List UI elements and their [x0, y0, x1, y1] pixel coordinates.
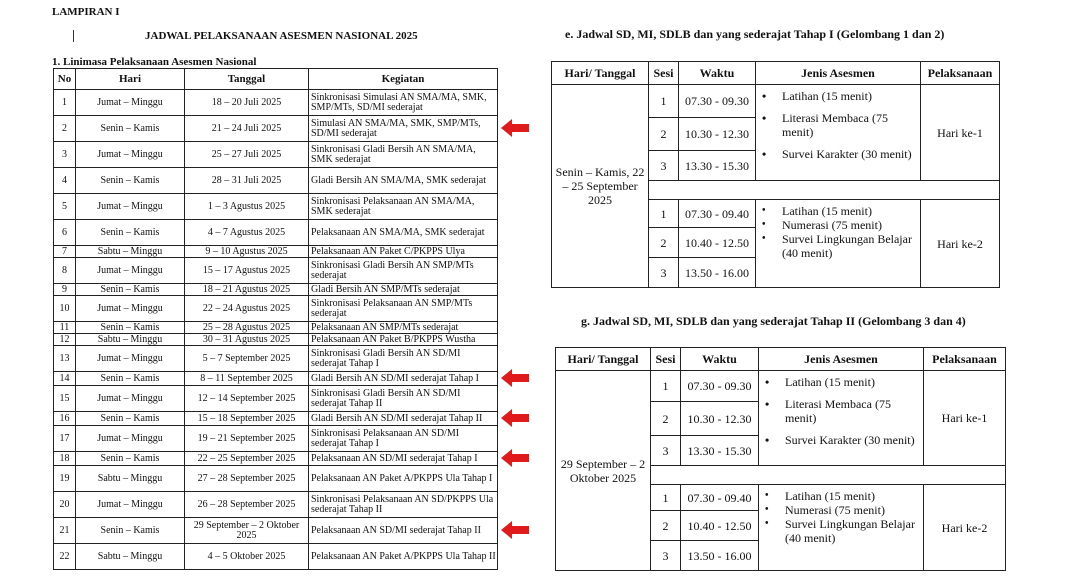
row-hari-cell: Senin – Kamis: [76, 116, 185, 142]
schedule-header-row: [556, 348, 1006, 371]
row-kegiatan-cell: Pelaksanaan AN Paket C/PKPPS Ulya: [309, 246, 498, 258]
row-no-cell: 14: [54, 372, 76, 386]
row-tanggal-cell: 27 – 28 September 2025: [185, 466, 309, 492]
row-hari-cell: Jumat – Minggu: [76, 346, 185, 372]
timeline-row: [54, 246, 498, 258]
col-header-hari-tanggal: Hari/ Tanggal: [552, 62, 649, 85]
timeline-row: [54, 90, 498, 116]
row-no-cell: 5: [54, 194, 76, 220]
timeline-row: [54, 334, 498, 346]
row-kegiatan-cell: Sinkronisasi Simulasi AN SMA/MA, SMK, SMP/MTs, SD/MI sederajat: [309, 90, 498, 116]
row-kegiatan-cell: Pelaksanaan AN SD/MI sederajat Tahap II: [309, 518, 498, 544]
row-hari-cell: Senin – Kamis: [76, 412, 185, 426]
row-hari-cell: Jumat – Minggu: [76, 386, 185, 412]
row-kegiatan-cell: Sinkronisasi Pelaksanaan AN SMP/MTs sederajat: [309, 296, 498, 322]
row-no-cell: 15: [54, 386, 76, 412]
row-no-cell: 13: [54, 346, 76, 372]
timeline-row: [54, 194, 498, 220]
row-tanggal-cell: 18 – 21 Agustus 2025: [185, 284, 309, 296]
sesi-cell: 3: [651, 541, 681, 571]
row-tanggal-cell: 9 – 10 Agustus 2025: [185, 246, 309, 258]
row-tanggal-cell: 25 – 27 Juli 2025: [185, 142, 309, 168]
timeline-header-row: [54, 69, 498, 90]
row-no-cell: 22: [54, 544, 76, 570]
col-header-sesi: Sesi: [649, 62, 679, 85]
row-tanggal-cell: 30 – 31 Agustus 2025: [185, 334, 309, 346]
col-header-pelaksanaan: Pelaksanaan: [924, 348, 1006, 371]
row-no-cell: 20: [54, 492, 76, 518]
col-header-sesi: Sesi: [651, 348, 681, 371]
row-hari-cell: Senin – Kamis: [76, 518, 185, 544]
waktu-cell: 10.30 - 12.30: [681, 402, 759, 436]
row-kegiatan-cell: Pelaksanaan AN SMP/MTs sederajat: [309, 322, 498, 334]
asesmen-item: • Numerasi (75 menit): [765, 503, 923, 517]
row-tanggal-cell: 25 – 28 Agustus 2025: [185, 322, 309, 334]
timeline-row: [54, 518, 498, 544]
sesi-cell: 3: [651, 436, 681, 466]
timeline-row: [54, 296, 498, 322]
row-tanggal-cell: 22 – 25 September 2025: [185, 452, 309, 466]
row-tanggal-cell: 8 – 11 September 2025: [185, 372, 309, 386]
row-hari-cell: Sabtu – Minggu: [76, 334, 185, 346]
schedule-header-row: [552, 62, 1000, 85]
row-hari-cell: Sabtu – Minggu: [76, 246, 185, 258]
jenis-asesmen-cell: [759, 371, 924, 466]
row-hari-cell: Senin – Kamis: [76, 168, 185, 194]
col-header-jenis: Jenis Asesmen: [759, 348, 924, 371]
row-kegiatan-cell: Gladi Bersih AN SMP/MTs sederajat: [309, 284, 498, 296]
row-kegiatan-cell: Sinkronisasi Gladi Bersih AN SD/MI sederajat Tahap II: [309, 386, 498, 412]
timeline-row: [54, 426, 498, 452]
timeline-row: [54, 168, 498, 194]
sesi-cell: 3: [649, 151, 679, 181]
main-title: JADWAL PELAKSANAAN ASESMEN NASIONAL 2025: [145, 30, 418, 42]
pelaksanaan-cell: Hari ke-1: [924, 371, 1006, 466]
col-header-kegiatan: Kegiatan: [309, 69, 498, 90]
row-no-cell: 3: [54, 142, 76, 168]
schedule-table-tahap-2: [555, 347, 1006, 571]
sesi-cell: 2: [651, 511, 681, 541]
asesmen-item: • Survei Lingkungan Belajar (40 menit): [765, 517, 923, 545]
row-no-cell: 16: [54, 412, 76, 426]
row-hari-cell: Jumat – Minggu: [76, 142, 185, 168]
row-no-cell: 6: [54, 220, 76, 246]
timeline-row: [54, 322, 498, 334]
waktu-cell: 10.30 - 12.30: [679, 118, 756, 151]
pelaksanaan-cell: Hari ke-1: [921, 85, 1000, 181]
row-kegiatan-cell: Gladi Bersih AN SD/MI sederajat Tahap I: [309, 372, 498, 386]
waktu-cell: 13.30 - 15.30: [681, 436, 759, 466]
col-header-hari: Hari: [76, 69, 185, 90]
row-kegiatan-cell: Pelaksanaan AN Paket B/PKPPS Wustha: [309, 334, 498, 346]
jenis-asesmen-cell: [759, 485, 924, 571]
row-tanggal-cell: 15 – 17 Agustus 2025: [185, 258, 309, 284]
row-hari-cell: Sabtu – Minggu: [76, 544, 185, 570]
asesmen-item: • Numerasi (75 menit): [762, 218, 920, 232]
row-no-cell: 12: [54, 334, 76, 346]
sesi-cell: 3: [649, 258, 679, 288]
row-no-cell: 10: [54, 296, 76, 322]
row-no-cell: 1: [54, 90, 76, 116]
spacer-row: [651, 466, 1006, 485]
row-kegiatan-cell: Pelaksanaan AN Paket A/PKPPS Ula Tahap I: [309, 466, 498, 492]
text-cursor: [73, 30, 74, 42]
asesmen-item: • Literasi Membaca (75 menit): [765, 397, 923, 425]
timeline-row: [54, 386, 498, 412]
row-tanggal-cell: 18 – 20 Juli 2025: [185, 90, 309, 116]
row-kegiatan-cell: Pelaksanaan AN SMA/MA, SMK sederajat: [309, 220, 498, 246]
row-hari-cell: Jumat – Minggu: [76, 426, 185, 452]
waktu-cell: 13.50 - 16.00: [681, 541, 759, 571]
row-no-cell: 9: [54, 284, 76, 296]
red-arrow-icon: [500, 368, 530, 388]
row-hari-cell: Jumat – Minggu: [76, 296, 185, 322]
section-e-title: e. Jadwal SD, MI, SDLB dan yang sederajat Tahap I (Gelombang 1 dan 2): [565, 27, 945, 41]
asesmen-item: • Latihan (15 menit): [765, 489, 923, 503]
date-cell: Senin – Kamis, 22 – 25 September 2025: [552, 85, 649, 288]
col-header-jenis: Jenis Asesmen: [756, 62, 921, 85]
sesi-cell: 1: [651, 485, 681, 511]
row-no-cell: 11: [54, 322, 76, 334]
row-tanggal-cell: 21 – 24 Juli 2025: [185, 116, 309, 142]
row-kegiatan-cell: Gladi Bersih AN SD/MI sederajat Tahap II: [309, 412, 498, 426]
row-no-cell: 8: [54, 258, 76, 284]
row-tanggal-cell: 22 – 24 Agustus 2025: [185, 296, 309, 322]
row-hari-cell: Jumat – Minggu: [76, 90, 185, 116]
row-kegiatan-cell: Sinkronisasi Gladi Bersih AN SD/MI sederajat Tahap I: [309, 346, 498, 372]
row-tanggal-cell: 1 – 3 Agustus 2025: [185, 194, 309, 220]
asesmen-item: • Survei Lingkungan Belajar (40 menit): [762, 232, 920, 260]
timeline-row: [54, 466, 498, 492]
row-hari-cell: Jumat – Minggu: [76, 258, 185, 284]
timeline-row: [54, 346, 498, 372]
section1-heading: 1. Linimasa Pelaksanaan Asesmen Nasional: [52, 56, 257, 68]
row-kegiatan-cell: Sinkronisasi Pelaksanaan AN SD/PKPPS Ula sederajat Tahap II: [309, 492, 498, 518]
red-arrow-icon: [500, 520, 530, 540]
asesmen-item: • Latihan (15 menit): [762, 89, 920, 103]
row-hari-cell: Senin – Kamis: [76, 452, 185, 466]
timeline-row: [54, 544, 498, 570]
row-tanggal-cell: 4 – 7 Agustus 2025: [185, 220, 309, 246]
row-kegiatan-cell: Pelaksanaan AN Paket A/PKPPS Ula Tahap II: [309, 544, 498, 570]
col-header-waktu: Waktu: [679, 62, 756, 85]
row-kegiatan-cell: Sinkronisasi Pelaksanaan AN SD/MI sederajat Tahap I: [309, 426, 498, 452]
sesi-cell: 2: [651, 402, 681, 436]
red-arrow-icon: [500, 118, 530, 138]
timeline-table: [53, 68, 498, 570]
red-arrow-icon: [500, 448, 530, 468]
row-kegiatan-cell: Pelaksanaan AN SD/MI sederajat Tahap I: [309, 452, 498, 466]
row-tanggal-cell: 26 – 28 September 2025: [185, 492, 309, 518]
col-header-waktu: Waktu: [681, 348, 759, 371]
row-no-cell: 18: [54, 452, 76, 466]
row-hari-cell: Senin – Kamis: [76, 372, 185, 386]
sesi-cell: 1: [649, 200, 679, 228]
row-tanggal-cell: 28 – 31 Juli 2025: [185, 168, 309, 194]
sesi-cell: 1: [651, 371, 681, 402]
asesmen-item: • Survei Karakter (30 menit): [765, 433, 923, 447]
timeline-row: [54, 492, 498, 518]
row-tanggal-cell: 29 September – 2 Oktober 2025: [185, 518, 309, 544]
row-tanggal-cell: 4 – 5 Oktober 2025: [185, 544, 309, 570]
row-kegiatan-cell: Simulasi AN SMA/MA, SMK, SMP/MTs, SD/MI sederajat: [309, 116, 498, 142]
spacer-row: [649, 181, 1000, 200]
row-kegiatan-cell: Gladi Bersih AN SMA/MA, SMK sederajat: [309, 168, 498, 194]
jenis-asesmen-cell: [756, 85, 921, 181]
row-no-cell: 17: [54, 426, 76, 452]
row-no-cell: 21: [54, 518, 76, 544]
sesi-cell: 2: [649, 118, 679, 151]
row-no-cell: 2: [54, 116, 76, 142]
timeline-row: [54, 452, 498, 466]
lampiran-label: LAMPIRAN I: [52, 6, 120, 18]
asesmen-item: • Literasi Membaca (75 menit): [762, 111, 920, 139]
row-tanggal-cell: 15 – 18 September 2025: [185, 412, 309, 426]
col-header-no: No: [54, 69, 76, 90]
date-cell: 29 September – 2 Oktober 2025: [556, 371, 651, 571]
waktu-cell: 13.50 - 16.00: [679, 258, 756, 288]
sesi-cell: 2: [649, 228, 679, 258]
row-kegiatan-cell: Sinkronisasi Pelaksanaan AN SMA/MA, SMK sederajat: [309, 194, 498, 220]
schedule-table-tahap-1: [551, 61, 1000, 288]
row-hari-cell: Jumat – Minggu: [76, 194, 185, 220]
waktu-cell: 07.30 - 09.40: [679, 200, 756, 228]
row-tanggal-cell: 12 – 14 September 2025: [185, 386, 309, 412]
pelaksanaan-cell: Hari ke-2: [924, 485, 1006, 571]
row-kegiatan-cell: Sinkronisasi Gladi Bersih AN SMA/MA, SMK sederajat: [309, 142, 498, 168]
row-kegiatan-cell: Sinkronisasi Gladi Bersih AN SMP/MTs sederajat: [309, 258, 498, 284]
waktu-cell: 07.30 - 09.30: [679, 85, 756, 118]
row-hari-cell: Senin – Kamis: [76, 284, 185, 296]
timeline-row: [54, 372, 498, 386]
waktu-cell: 07.30 - 09.30: [681, 371, 759, 402]
section-g-title: g. Jadwal SD, MI, SDLB dan yang sederajat Tahap II (Gelombang 3 dan 4): [581, 314, 966, 328]
timeline-row: [54, 258, 498, 284]
sesi-cell: 1: [649, 85, 679, 118]
row-no-cell: 4: [54, 168, 76, 194]
timeline-row: [54, 220, 498, 246]
waktu-cell: 07.30 - 09.40: [681, 485, 759, 511]
asesmen-item: • Survei Karakter (30 menit): [762, 147, 920, 161]
row-no-cell: 7: [54, 246, 76, 258]
row-hari-cell: Sabtu – Minggu: [76, 466, 185, 492]
jenis-asesmen-cell: [756, 200, 921, 288]
asesmen-item: • Latihan (15 menit): [765, 375, 923, 389]
waktu-cell: 13.30 - 15.30: [679, 151, 756, 181]
waktu-cell: 10.40 - 12.50: [681, 511, 759, 541]
red-arrow-icon: [500, 408, 530, 428]
col-header-pelaksanaan: Pelaksanaan: [921, 62, 1000, 85]
row-hari-cell: Senin – Kamis: [76, 220, 185, 246]
timeline-row: [54, 284, 498, 296]
row-hari-cell: Jumat – Minggu: [76, 492, 185, 518]
waktu-cell: 10.40 - 12.50: [679, 228, 756, 258]
timeline-row: [54, 116, 498, 142]
timeline-row: [54, 412, 498, 426]
pelaksanaan-cell: Hari ke-2: [921, 200, 1000, 288]
row-tanggal-cell: 19 – 21 September 2025: [185, 426, 309, 452]
col-header-hari-tanggal: Hari/ Tanggal: [556, 348, 651, 371]
row-no-cell: 19: [54, 466, 76, 492]
timeline-row: [54, 142, 498, 168]
col-header-tanggal: Tanggal: [185, 69, 309, 90]
asesmen-item: • Latihan (15 menit): [762, 204, 920, 218]
row-hari-cell: Senin – Kamis: [76, 322, 185, 334]
row-tanggal-cell: 5 – 7 September 2025: [185, 346, 309, 372]
